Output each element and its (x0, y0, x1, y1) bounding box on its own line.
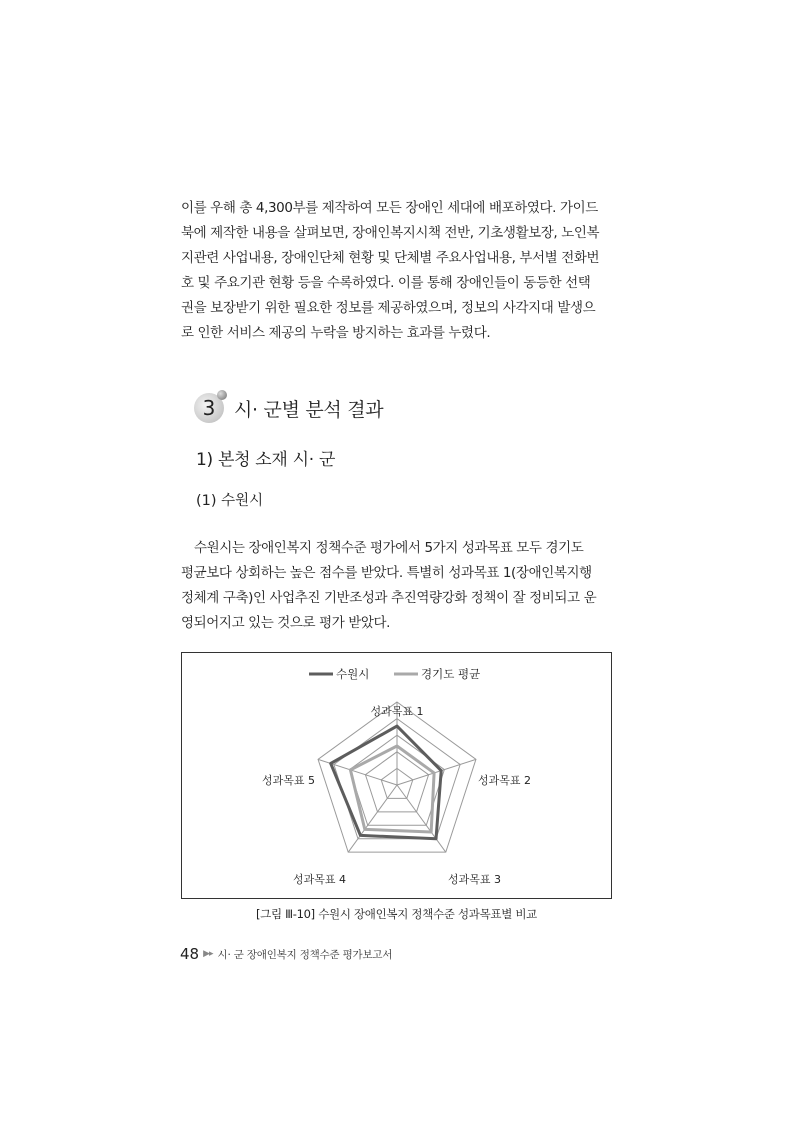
subsection-title: 1) 본청 소재 시· 군 (196, 450, 336, 470)
body-line-2: 평균보다 상회하는 높은 점수를 받았다. 특별히 성과목표 1(장애인복지행 (181, 565, 592, 581)
body-line-3: 정체계 구축)인 사업추진 기반조성과 추진역량강화 정책이 잘 정비되고 운 (181, 590, 597, 606)
section-heading (194, 391, 383, 425)
section-title: 시· 군별 분석 결과 (234, 398, 384, 421)
subsubsection-title: (1) 수원시 (196, 493, 264, 509)
intro-paragraph (181, 196, 613, 346)
footer-report-title: 시· 군 장애인복지 정책수준 평가보고서 (217, 948, 393, 961)
intro-line-2: 북에 제작한 내용을 살펴보면, 장애인복지시책 전반, 기초생활보장, 노인복 (181, 225, 600, 241)
axis-label-2: 성과목표 2 (478, 774, 531, 787)
intro-line-5: 권을 보장받기 위한 필요한 정보를 제공하였으며, 정보의 사각지대 발생으 (181, 300, 596, 316)
legend-label-1: 수원시 (336, 667, 370, 681)
axis-label-3: 성과목표 3 (448, 873, 501, 886)
footer-arrow-icon: ▶▸ (203, 949, 213, 959)
section-number-badge (194, 393, 224, 423)
axis-label-1: 성과목표 1 (370, 705, 424, 718)
section-number: 3 (202, 396, 216, 420)
body-line-1: 수원시는 장애인복지 정책수준 평가에서 5가지 성과목표 모두 경기도 (194, 540, 584, 556)
badge-dot-icon (217, 390, 227, 400)
axis-label-5: 성과목표 5 (262, 774, 315, 787)
axis-label-4: 성과목표 4 (293, 873, 346, 886)
legend-label-2: 경기도 평균 (421, 667, 481, 681)
figure-caption: [그림 Ⅲ-10] 수원시 장애인복지 정책수준 성과목표별 비교 (255, 907, 537, 921)
page-number: 48 (180, 945, 200, 963)
body-line-4: 영되어지고 있는 것으로 평가 받았다. (181, 615, 391, 631)
intro-line-6: 로 인한 서비스 제공의 누락을 방지하는 효과를 누렸다. (181, 325, 491, 341)
body-paragraph (181, 536, 613, 636)
intro-line-4: 호 및 주요기관 현황 등을 수록하였다. 이를 통해 장애인들이 동등한 선택 (181, 275, 591, 291)
intro-line-1: 이를 우해 총 4,300부를 제작하여 모든 장애인 세대에 배포하였다. 가이드 (181, 200, 598, 216)
intro-line-3: 지관련 사업내용, 장애인단체 현황 및 단체별 주요사업내용, 부서별 전화번 (181, 250, 600, 266)
spoke-2 (397, 759, 476, 785)
radar-chart-frame (181, 652, 612, 899)
radar-chart (182, 653, 613, 900)
page-footer (180, 945, 392, 963)
